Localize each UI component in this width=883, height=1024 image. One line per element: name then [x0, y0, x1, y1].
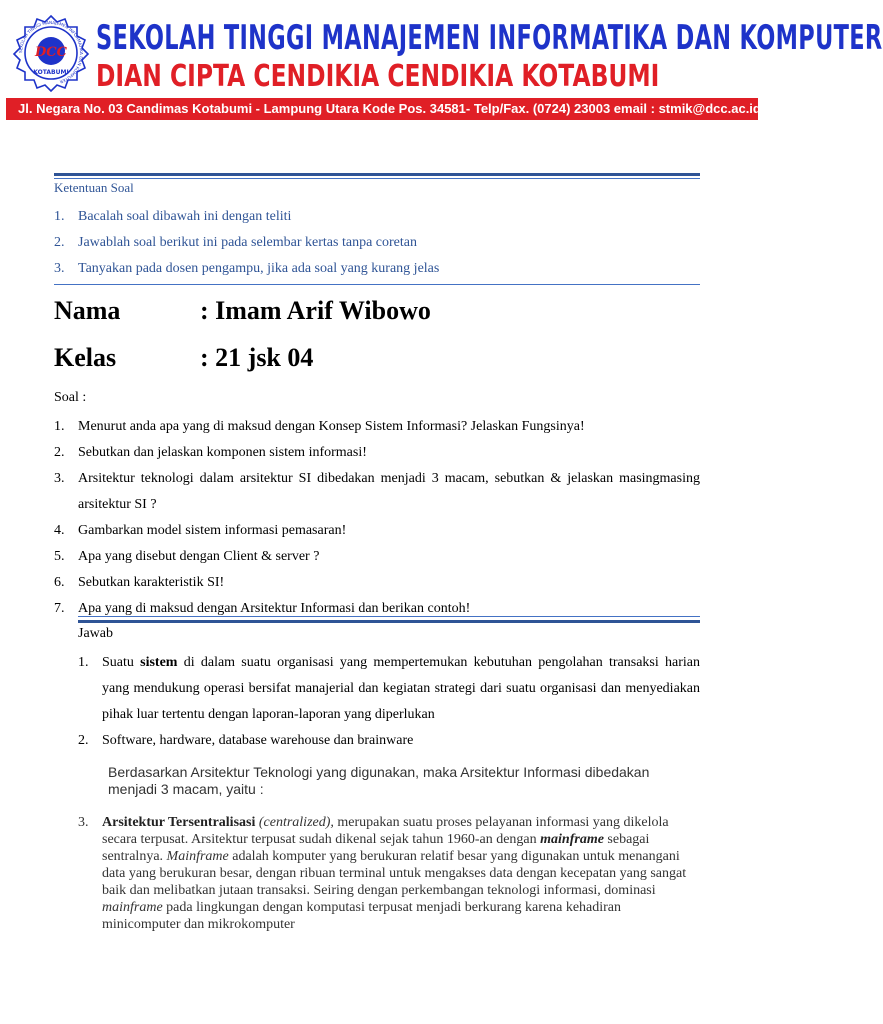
top-rule	[54, 173, 700, 176]
logo-monogram: DCC	[35, 45, 67, 60]
jawab-list	[78, 650, 700, 754]
jawab-rule	[78, 616, 700, 617]
list-item: 2. Software, hardware, database warehouse dan brainware	[78, 733, 414, 748]
campus-logo	[12, 14, 90, 92]
nama-row	[54, 296, 431, 326]
ketentuan-heading: Ketentuan Soal	[54, 180, 134, 195]
jawab-item-3: 3. Arsitektur Tersentralisasi (centralized), merupakan suatu proses pelayanan informasi yang dikelola secara terpusat. Arsitektur terpusat sudah dikenal sejak tahun 1960-an dengan mainframe sebagai sentralnya. Mainframe adalah komputer yang berukuran relatif besar yang digunakan untuk menangani data yang berukuran besar, dengan ribuan terminal untuk mengakses data dengan kecepatan yang sangat baik dan melibatkan jutaan transaksi. Seiring dengan perkembangan teknologi informasi, dominasi mainframe pada lingkungan dengan komputasi terpusat menjadi berkurang karena kehadiran minicomputer dan mikrokomputer	[78, 814, 700, 933]
soal-list	[54, 414, 700, 622]
list-item: 6. Sebutkan karakteristik SI!	[54, 575, 225, 590]
list-item: 1. Suatu sistem di dalam suatu organisasi yang mempertemukan kebutuhan pengolahan transaksi harian yang mendukung operasi bersifat manajerial dan kegiatan strategi dari suatu organisasi dan menyediakan pihak luar tertentu dengan laporan-laporan yang diperlukan	[78, 655, 700, 722]
letterhead-address-bar	[6, 98, 761, 120]
list-item: 1. Menurut anda apa yang di maksud dengan Konsep Sistem Informasi? Jelaskan Fungsinya!	[54, 419, 585, 434]
list-item: 4. Gambarkan model sistem informasi pemasaran!	[54, 523, 347, 538]
kelas-value: : 21 jsk 04	[200, 343, 314, 372]
kelas-row	[54, 343, 313, 373]
ketentuan-rule	[54, 284, 700, 285]
jawab-item-3-body: Arsitektur Tersentralisasi (centralized), merupakan suatu proses pelayanan informasi yang dikelola secara terpusat. Arsitektur terpusat sudah dikenal sejak tahun 1960-an dengan mainframe sebagai sentralnya. Mainframe adalah komputer yang berukuran relatif besar yang digunakan untuk menangani data yang berukuran besar, dengan ribuan terminal untuk mengakses data dengan kecepatan yang sangat baik dan melibatkan jutaan transaksi. Seiring dengan perkembangan teknologi informasi, dominasi mainframe pada lingkungan dengan komputasi terpusat menjadi berkurang karena kehadiran minicomputer dan mikrokomputer	[102, 815, 687, 932]
letterhead-title-line2: DIAN CIPTA CENDIKIA CENDIKIA KOTABUMI	[96, 59, 660, 94]
nama-label: Nama	[54, 296, 121, 325]
soal-heading: Soal :	[54, 390, 87, 405]
nama-value: : Imam Arif Wibowo	[200, 296, 431, 325]
letterhead-title-line1: SEKOLAH TINGGI MANAJEMEN INFORMATIKA DAN KOMPUTER	[96, 18, 883, 58]
ketentuan-list	[54, 206, 714, 284]
list-item: 3. Tanyakan pada dosen pengampu, jika ada soal yang kurang jelas	[54, 261, 440, 276]
jawab-heading: Jawab	[78, 626, 113, 641]
logo-ring-text: SEKOLAH TINGGI MANAJEMEN INFORMATIKA DAN KOMPUTER	[17, 19, 85, 85]
arsitektur-intro: Berdasarkan Arsitektur Teknologi yang digunakan, maka Arsitektur Informasi dibedakan menjadi 3 macam, yaitu :	[108, 764, 650, 797]
list-item: 5. Apa yang disebut dengan Client & server ?	[54, 549, 320, 564]
kelas-label: Kelas	[54, 343, 117, 372]
list-item: 1. Bacalah soal dibawah ini dengan teliti	[54, 209, 292, 224]
address-text: Jl. Negara No. 03 Candimas Kotabumi - Lampung Utara Kode Pos. 34581- Telp/Fax. (0724) 23003 email : stmik@dcc.ac.id	[18, 101, 761, 116]
list-item: 2. Sebutkan dan jelaskan komponen sistem informasi!	[54, 445, 367, 460]
top-rule-thin	[54, 178, 700, 179]
jawab-rule-thick	[78, 620, 700, 623]
list-item: 7. Apa yang di maksud dengan Arsitektur Informasi dan berikan contoh!	[54, 601, 471, 616]
campus-seal-icon	[12, 14, 90, 92]
list-item: 3. Arsitektur teknologi dalam arsitektur SI dibedakan menjadi 3 macam, sebutkan & jelaskan masingmasing arsitektur SI ?	[54, 471, 700, 512]
list-item: 2. Jawablah soal berikut ini pada selembar kertas tanpa coretan	[54, 235, 417, 250]
logo-caption: KOTABUMI	[33, 69, 69, 76]
